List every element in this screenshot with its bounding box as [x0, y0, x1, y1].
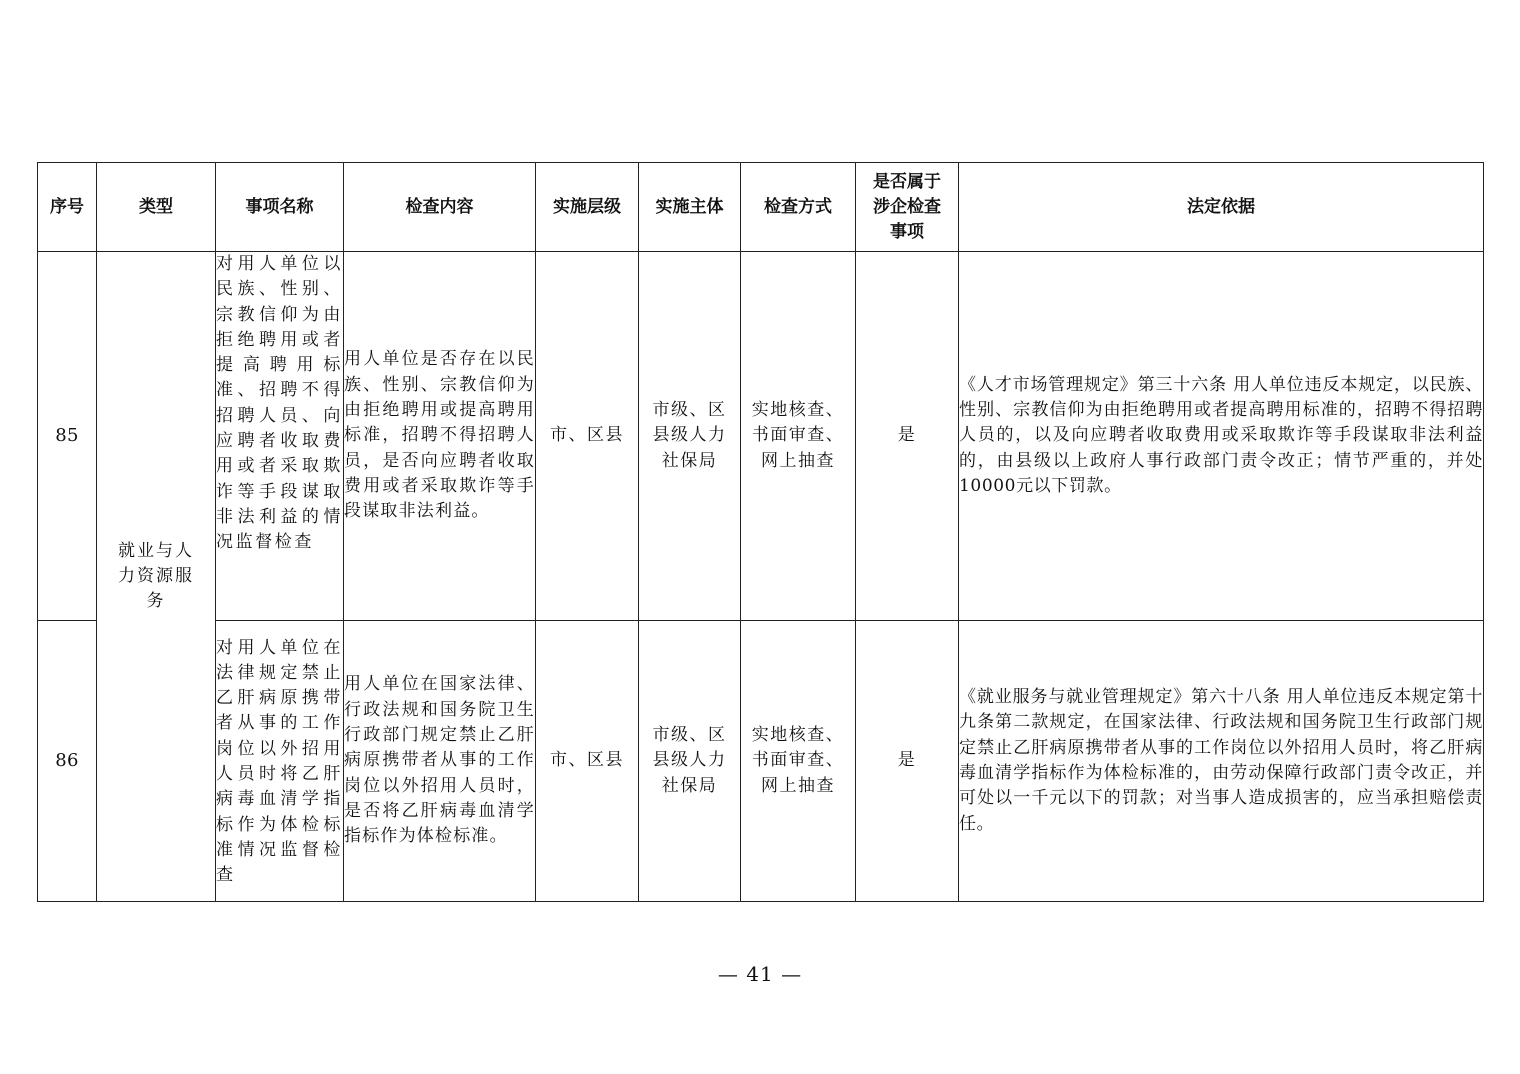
inspection-items-table — [37, 162, 1484, 902]
header-content: 检查内容 — [344, 163, 536, 252]
row-method: 实地核查、书面审查、网上抽查 — [741, 621, 856, 902]
table-row — [38, 621, 1484, 902]
row-item-name: 对用人单位在法律规定禁止乙肝病原携带者从事的工作岗位以外招用人员时将乙肝病毒血清学指标作为体检标准情况监督检查 — [216, 621, 344, 902]
row-enterprise-related: 是 — [856, 621, 959, 902]
header-legal-basis: 法定依据 — [959, 163, 1484, 252]
row-subject: 市级、区县级人力社保局 — [639, 252, 741, 621]
row-content: 用人单位在国家法律、行政法规和国务院卫生行政部门规定禁止乙肝病原携带者从事的工作岗位以外招用人员时，是否将乙肝病毒血清学指标作为体检标准。 — [344, 621, 536, 902]
header-enterprise-related: 是否属于涉企检查事项 — [856, 163, 959, 252]
header-subject: 实施主体 — [639, 163, 741, 252]
row-level: 市、区县 — [536, 621, 639, 902]
page-number: — 41 — — [717, 962, 803, 986]
row-method: 实地核查、书面审查、网上抽查 — [741, 252, 856, 621]
row-legal-basis: 《人才市场管理规定》第三十六条 用人单位违反本规定，以民族、性别、宗教信仰为由拒绝聘用或者提高聘用标准的，招聘不得招聘人员的，以及向应聘者收取费用或采取欺诈等手段谋取非法利益的，由县级以上政府人事行政部门责令改正；情节严重的，并处10000元以下罚款。 — [959, 252, 1484, 621]
header-seq: 序号 — [38, 163, 97, 252]
row-item-name: 对用人单位以民族、性别、宗教信仰为由拒绝聘用或者提高聘用标准、招聘不得招聘人员、向应聘者收取费用或者采取欺诈等手段谋取非法利益的情况监督检查 — [216, 252, 344, 621]
row-type: 就业与人力资源服务 — [97, 252, 216, 902]
header-type: 类型 — [97, 163, 216, 252]
row-level: 市、区县 — [536, 252, 639, 621]
table-row — [38, 252, 1484, 621]
row-seq: 85 — [38, 252, 97, 621]
row-legal-basis: 《就业服务与就业管理规定》第六十八条 用人单位违反本规定第十九条第二款规定，在国家法律、行政法规和国务院卫生行政部门规定禁止乙肝病原携带者从事的工作岗位以外招用人员时，将乙肝病毒血清学指标作为体检标准的，由劳动保障行政部门责令改正，并可处以一千元以下的罚款；对当事人造成损害的，应当承担赔偿责任。 — [959, 621, 1484, 902]
row-seq: 86 — [38, 621, 97, 902]
row-subject: 市级、区县级人力社保局 — [639, 621, 741, 902]
row-content: 用人单位是否存在以民族、性别、宗教信仰为由拒绝聘用或提高聘用标准，招聘不得招聘人员，是否向应聘者收取费用或者采取欺诈等手段谋取非法利益。 — [344, 252, 536, 621]
table-header-row — [38, 163, 1484, 252]
header-level: 实施层级 — [536, 163, 639, 252]
row-enterprise-related: 是 — [856, 252, 959, 621]
header-item-name: 事项名称 — [216, 163, 344, 252]
header-method: 检查方式 — [741, 163, 856, 252]
